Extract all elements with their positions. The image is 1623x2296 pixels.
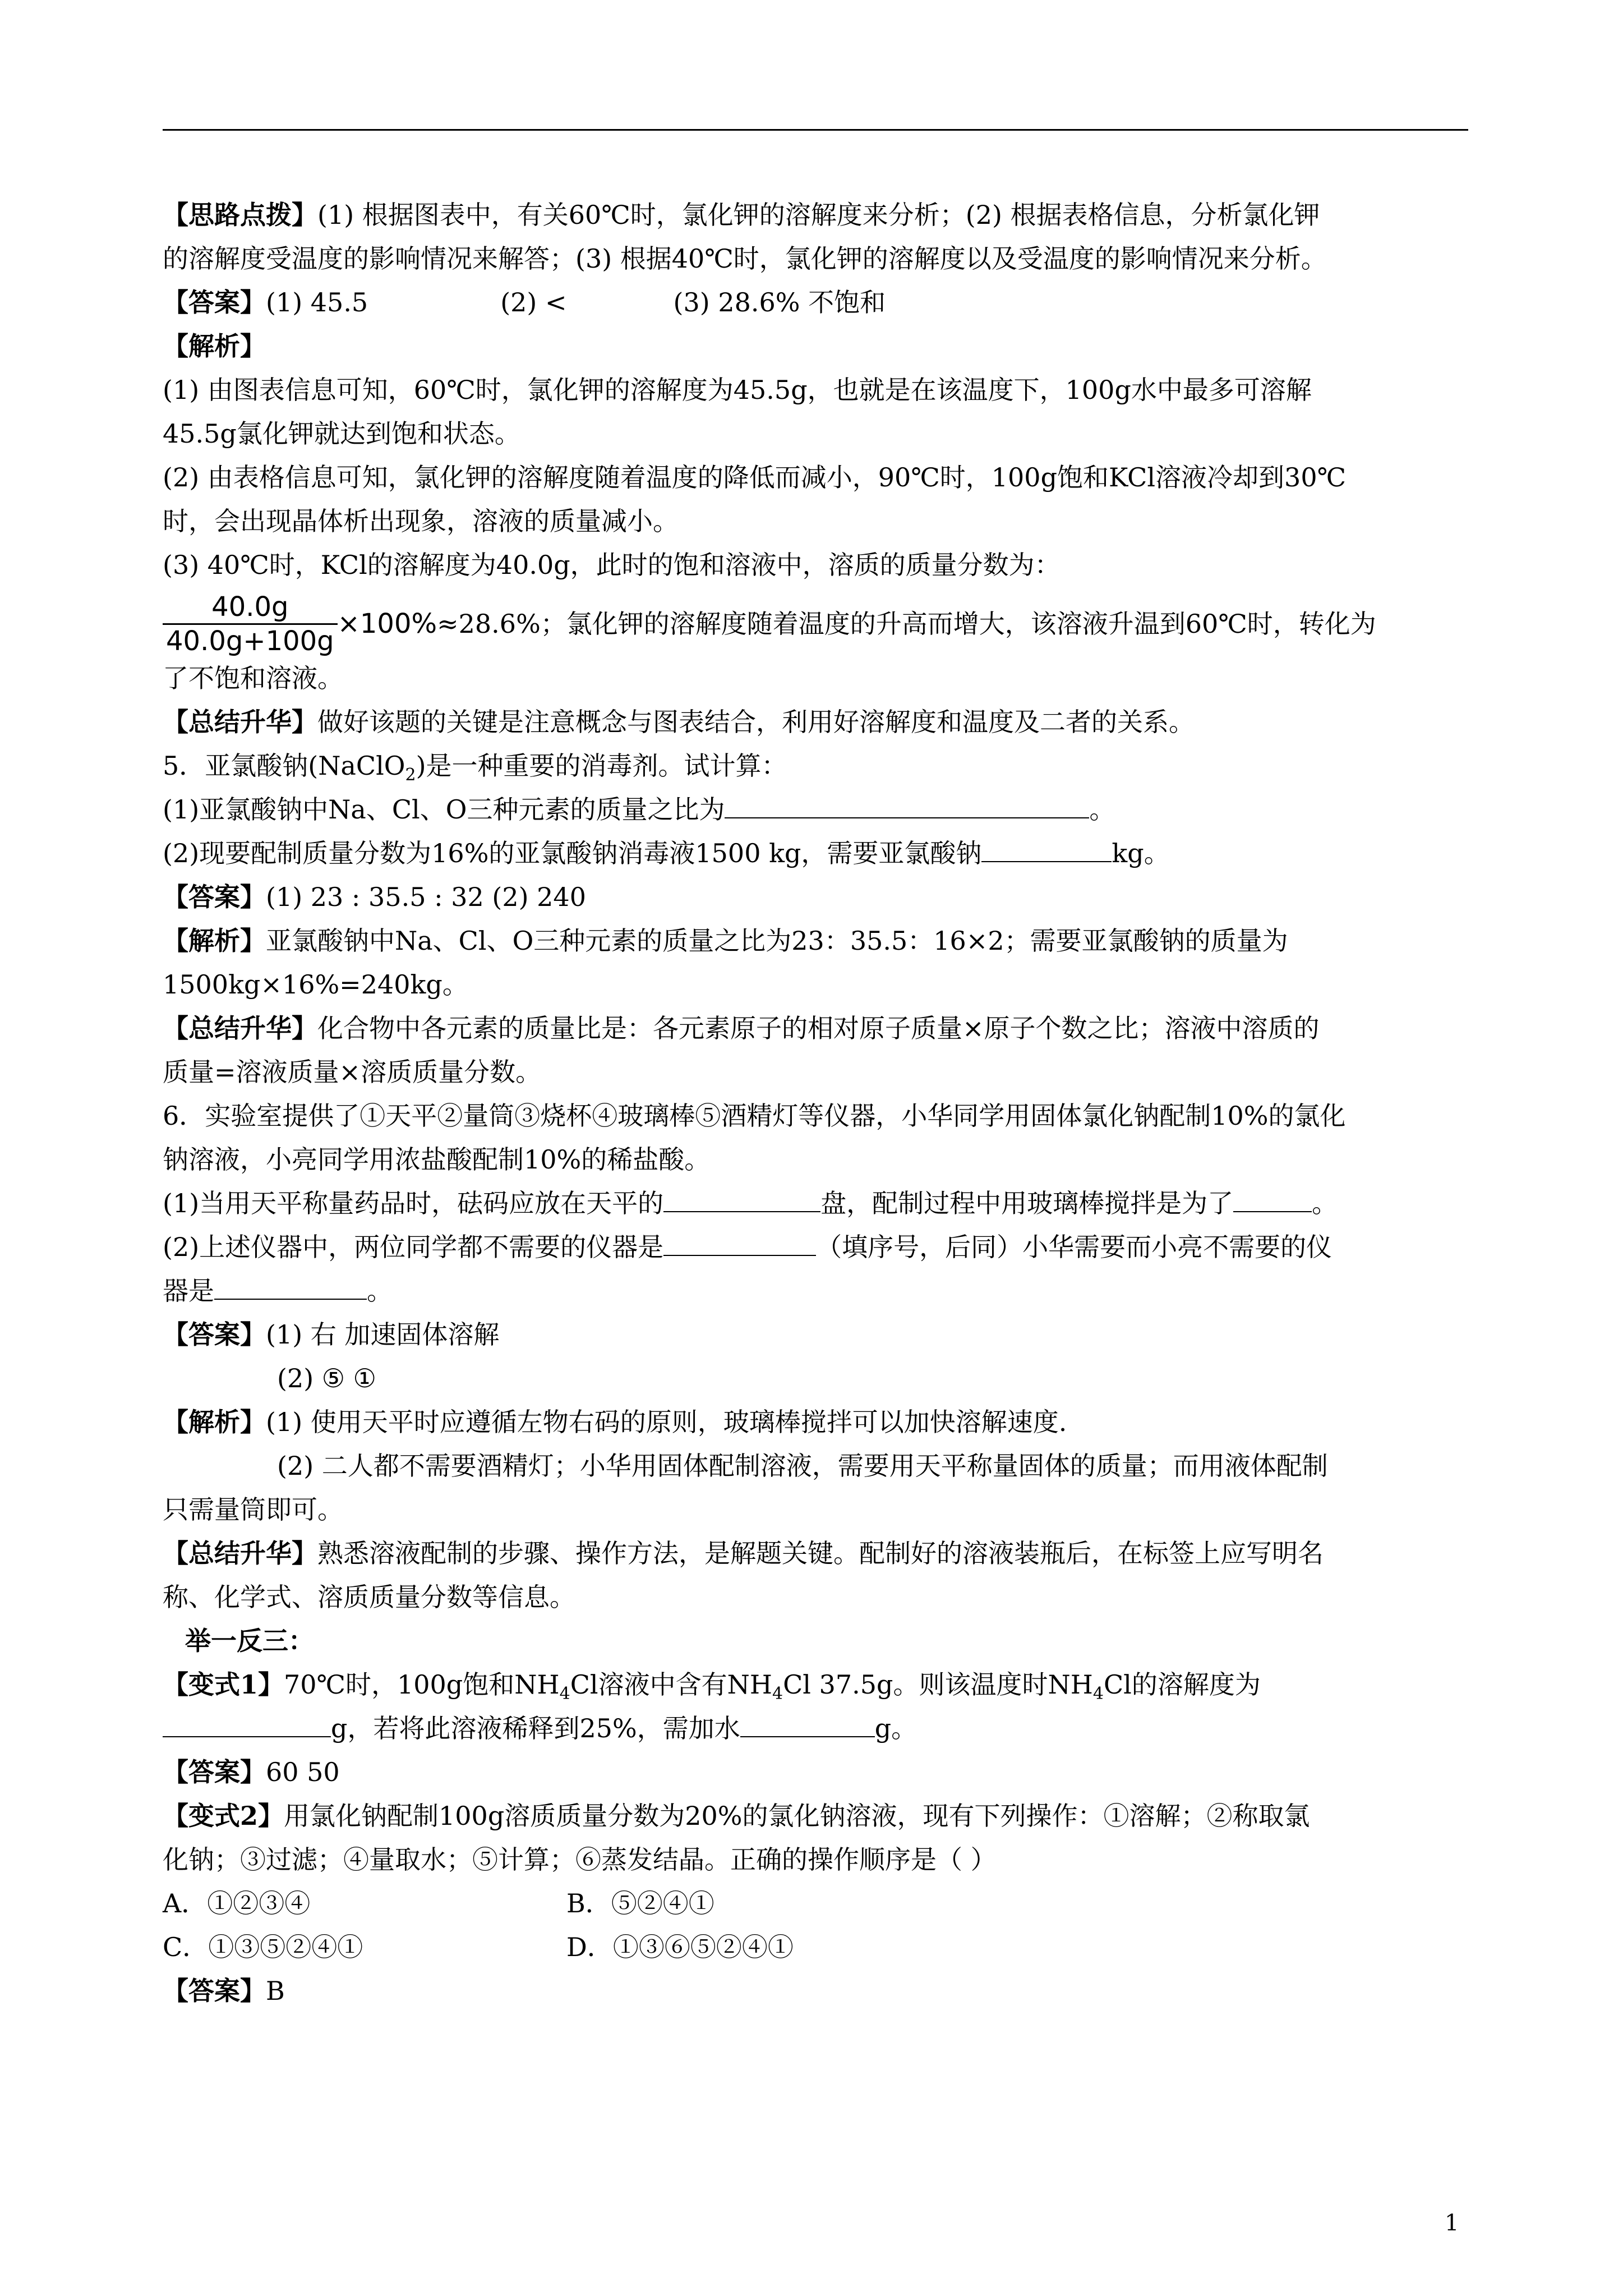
fraction-line: $\frac{40.0g}{40.0g+100g}$ ×100%≈28.6%；氯化钾的溶解度随着温度的升高而增大，该溶液升温到60℃时，转化为 — [163, 587, 1469, 656]
jyfs-title: 举一反三： — [185, 1626, 314, 1656]
fraction — [163, 591, 338, 657]
analysis-line-3: (2) 由表格信息可知，氯化钾的溶解度随着温度的降低而减小，90℃时，100g饱和KCl溶液冷却到30℃ — [163, 462, 1347, 493]
blank-mass-kg[interactable] — [981, 838, 1112, 862]
q5-summary-2: 质量=溶液质量×溶质质量分数。 — [163, 1057, 542, 1087]
q5-part-2: (2)现要配制质量分数为16%的亚氯酸钠消毒液1500 kg，需要亚氯酸钠 kg。 — [163, 838, 1170, 868]
analysis-line-4: 时，会出现晶体析出现象，溶液的质量减小。 — [163, 506, 679, 536]
q5-analysis-2: 1500kg×16%=240kg。 — [163, 969, 468, 1000]
q6-analysis-3: 只需量筒即可。 — [163, 1494, 343, 1525]
q6-analysis-2: (2) 二人都不需要酒精灯；小华用固体配制溶液，需要用天平称量固体的质量；而用液体配制 — [277, 1451, 1328, 1481]
analysis-line-1: (1) 由图表信息可知，60℃时，氯化钾的溶解度为45.5g，也就是在该温度下，100g水中最多可溶解 — [163, 375, 1312, 405]
fraction-denominator: 40.0g+100g — [166, 625, 334, 657]
analysis-line-2: 45.5g氯化钾就达到饱和状态。 — [163, 418, 520, 449]
blank-water-added[interactable] — [740, 1713, 875, 1737]
answer-line: 【答案】(1) 45.5 (2) < (3) 28.6% 不饱和 — [163, 287, 886, 318]
v2-line-1: 【变式2】用氯化钠配制100g溶质质量分数为20%的氯化钠溶液，现有下列操作：①溶解；②称取氯 — [163, 1801, 1310, 1831]
v1-line-1: 【变式1】70℃时，100g饱和$NH_4Cl$溶液中含有$NH_4Cl$ 37.5g。则该温度时$NH_4Cl$的溶解度为 — [163, 1669, 1261, 1704]
summary-line: 【总结升华】做好该题的关键是注意概念与图表结合，利用好溶解度和温度及二者的关系。 — [163, 707, 1195, 737]
q6-line-2: 钠溶液，小亮同学用浓盐酸配制10%的稀盐酸。 — [163, 1144, 711, 1175]
hint-label: 【思路点拨】 — [163, 200, 317, 230]
q6-analysis-1: 【解析】(1) 使用天平时应遵循左物右码的原则，玻璃棒搅拌可以加快溶解速度. — [163, 1407, 1067, 1437]
q5-summary-1: 【总结升华】化合物中各元素的质量比是：各元素原子的相对原子质量×原子个数之比；溶液中溶质的 — [163, 1013, 1320, 1043]
q6-part-2: (2)上述仪器中，两位同学都不需要的仪器是 （填序号，后同）小华需要而小亮不需要的仪 — [163, 1232, 1332, 1262]
v2-line-2: 化钠；③过滤；④量取水；⑤计算；⑥蒸发结晶。正确的操作顺序是（ ） — [163, 1844, 997, 1875]
option-d[interactable]: D．①③⑥⑤②④① — [566, 1932, 794, 1962]
v1-line-2: g，若将此溶液稀释到25%，需加水 g。 — [163, 1706, 1469, 1750]
page-number: 1 — [1445, 2210, 1459, 2236]
q5-part-1: (1)亚氯酸钠中Na、Cl、O三种元素的质量之比为 。 — [163, 794, 1115, 825]
blank-both-unneeded[interactable] — [663, 1232, 816, 1256]
q6-summary-1: 【总结升华】熟悉溶液配制的步骤、操作方法，是解题关键。配制好的溶液装瓶后，在标签上应写明名 — [163, 1538, 1324, 1568]
analysis-line-7: 了不饱和溶液。 — [163, 663, 343, 693]
blank-mass-ratio[interactable] — [725, 794, 1089, 818]
q5-title: 5．亚氯酸钠(NaClO$_2$)是一种重要的消毒剂。试计算： — [163, 751, 787, 785]
blank-xiaohua-only[interactable] — [214, 1276, 367, 1300]
option-c[interactable]: C．①③⑤②④① — [163, 1932, 363, 1962]
hint-line-1: 【思路点拨】(1) 根据图表中，有关60℃时，氯化钾的溶解度来分析；(2) 根据表格信息，分析氯化钾 — [163, 200, 1320, 230]
analysis-line-5: (3) 40℃时，KCl的溶解度为40.0g，此时的饱和溶液中，溶质的质量分数为： — [163, 550, 1061, 580]
v2-options-row-1 — [163, 1881, 1469, 1925]
q6-summary-2: 称、化学式、溶质质量分数等信息。 — [163, 1582, 575, 1612]
option-b[interactable]: B．⑤②④① — [566, 1888, 714, 1918]
hint-line-2: 的溶解度受温度的影响情况来解答；(3) 根据40℃时，氯化钾的溶解度以及受温度的影响情况来分析。 — [163, 243, 1327, 274]
q6-line-1: 6．实验室提供了①天平②量筒③烧杯④玻璃棒⑤酒精灯等仪器，小华同学用固体氯化钠配制10%的氯化 — [163, 1101, 1346, 1131]
v2-answer: 【答案】B — [163, 1976, 285, 2006]
blank-stirring-purpose[interactable] — [1233, 1188, 1312, 1212]
analysis-label: 【解析】 — [163, 331, 266, 361]
q6-answer-2: (2) ⑤ ① — [277, 1363, 376, 1393]
q6-part-2-cont: 器是 。 — [163, 1276, 393, 1306]
document-body — [163, 193, 1469, 2013]
q5-answer: 【答案】(1) 23 : 35.5 : 32 (2) 240 — [163, 882, 586, 912]
blank-balance-pan[interactable] — [663, 1188, 820, 1212]
fraction-numerator: 40.0g — [163, 591, 338, 625]
header-rule — [163, 129, 1468, 131]
blank-solubility[interactable] — [163, 1713, 331, 1737]
v1-answer: 【答案】60 50 — [163, 1757, 340, 1787]
q5-analysis-1: 【解析】亚氯酸钠中Na、Cl、O三种元素的质量之比为23：35.5：16×2；需要亚氯酸钠的质量为 — [163, 926, 1288, 956]
fraction-multiplier: ×100% — [337, 608, 437, 639]
v2-options-row-2 — [163, 1925, 1469, 1969]
q6-part-1: (1)当用天平称量药品时，砝码应放在天平的 盘，配制过程中用玻璃棒搅拌是为了 。 — [163, 1188, 1338, 1218]
q6-answer-1: 【答案】(1) 右 加速固体溶解 — [163, 1319, 500, 1350]
option-a[interactable]: A．①②③④ — [163, 1888, 311, 1918]
